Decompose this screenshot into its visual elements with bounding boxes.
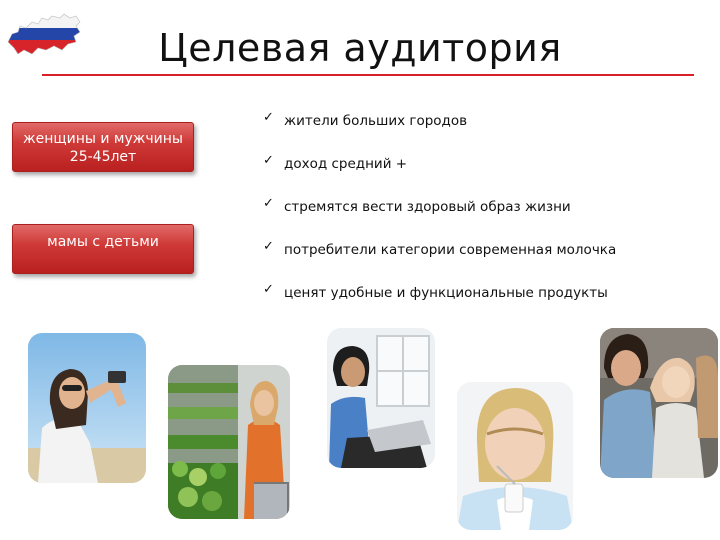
audience-tag-adults (12, 122, 194, 172)
checkmark-icon: ✓ (263, 239, 274, 254)
list-item-text: ценят удобные и функциональные продукты (284, 285, 608, 301)
list-item-text: доход средний + (284, 156, 408, 172)
audience-tag-adults-line2: 25-45лет (69, 149, 137, 165)
checkmark-icon: ✓ (263, 282, 274, 297)
checkmark-icon: ✓ (263, 196, 274, 211)
list-item-text: потребители категории современная молочка (284, 242, 617, 258)
photo-boy-laptop (327, 328, 435, 468)
photo-father-child (600, 328, 718, 478)
audience-tag-adults-line1: женщины и мужчины (23, 131, 183, 147)
photo-woman-yogurt (457, 382, 573, 530)
list-item-text: стремятся вести здоровый образ жизни (284, 199, 571, 215)
photo-woman-shopping (168, 365, 290, 519)
list-item-text: жители больших городов (284, 113, 468, 129)
checkmark-icon: ✓ (263, 110, 274, 125)
page-title: Целевая аудитория (158, 26, 562, 70)
audience-tag-moms (12, 224, 194, 274)
photo-woman-taking-photo (28, 333, 146, 483)
checkmark-icon: ✓ (263, 153, 274, 168)
title-divider (42, 74, 694, 76)
audience-tag-moms-label: мамы с детьми (47, 234, 159, 250)
